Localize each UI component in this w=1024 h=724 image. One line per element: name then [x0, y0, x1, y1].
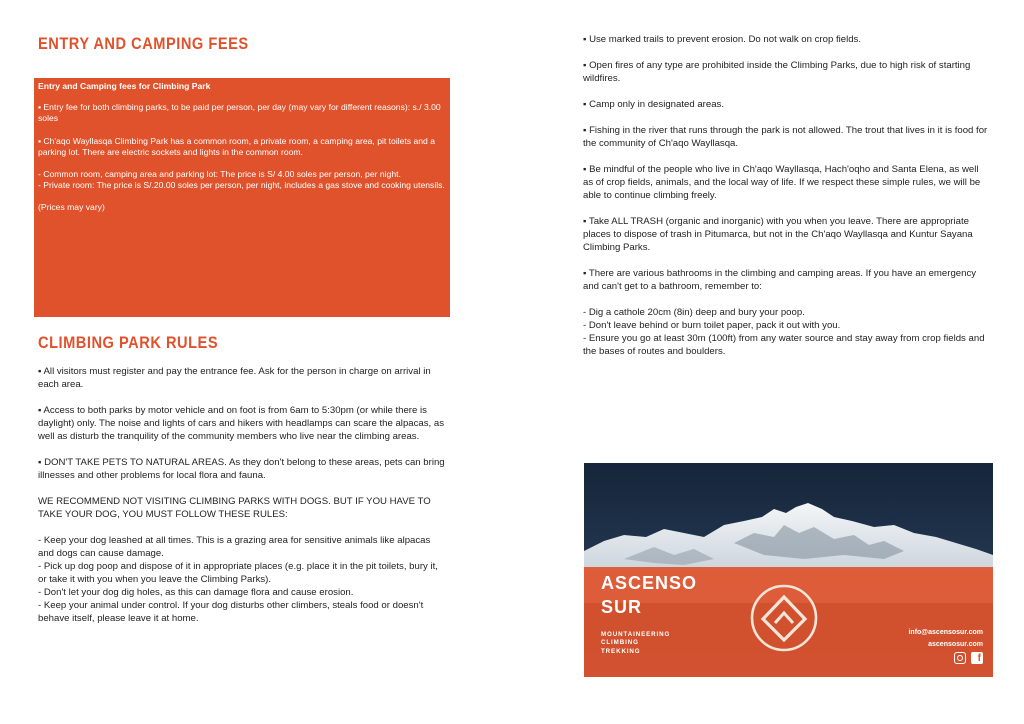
- instagram-icon: [954, 652, 966, 664]
- rule-dogs-warning: WE RECOMMEND NOT VISITING CLIMBING PARKS WITH DOGS. BUT IF YOU HAVE TO TAKE YOUR DOG, YOU MUST FOLLOW THESE RULES:: [38, 496, 431, 520]
- brand-tagline: [601, 631, 670, 656]
- rules-column: [38, 365, 446, 625]
- fees-facilities: ▪ Ch'aqo Wayllasqa Climbing Park has a common room, a private room, a camping area, pit toilets and a parking lot. There are electric sockets and lights in the common room.: [38, 135, 435, 157]
- contact-email: info@ascensosur.com: [908, 629, 983, 636]
- brand-name: [601, 571, 697, 619]
- rule-no-fires: ▪ Open fires of any type are prohibited inside the Climbing Parks, due to high risk of starting wildfires.: [583, 60, 971, 84]
- fees-private-room-price: - Private room: The price is S/.20.00 soles per person, per night, includes a gas stove and cooking utensils.: [38, 180, 445, 191]
- rule-trash: ▪ Take ALL TRASH (organic and inorganic) with you when you leave. There are appropriate places to dispose of trash in Pitumarca, but not in the Ch'aqo Wayllasqa and Kuntur Sayana Climbing Parks.: [583, 216, 973, 253]
- rule-register: ▪ All visitors must register and pay the entrance fee. Ask for the person in charge on arrival in each area.: [38, 366, 431, 390]
- fees-common-room-price: - Common room, camping area and parking lot: The price is S/ 4.00 soles per person, per night.: [38, 169, 401, 180]
- tagline-mountaineering: MOUNTAINEERING: [601, 631, 671, 638]
- ascenso-sur-logo-icon: [749, 583, 819, 653]
- rule-no-pets: ▪ DON'T TAKE PETS TO NATURAL AREAS. As they don't belong to these areas, pets can bring illnesses and other problems for local flora and fauna.: [38, 457, 445, 481]
- ascenso-sur-advert: [584, 463, 993, 677]
- social-icons: [954, 652, 983, 664]
- fees-note: (Prices may vary): [38, 202, 105, 213]
- rule-trails: ▪ Use marked trails to prevent erosion. Do not walk on crop fields.: [583, 34, 862, 45]
- dog-rule-dig: - Don't let your dog dig holes, as this can damage flora and cause erosion.: [38, 587, 354, 598]
- brand-line-2: SUR: [601, 597, 643, 617]
- fees-entry-fee: ▪ Entry fee for both climbing parks, to be paid per person, per day (may vary for different reasons): s./ 3.00 soles: [38, 102, 441, 124]
- rule-camp: ▪ Camp only in designated areas.: [583, 99, 724, 110]
- tagline-trekking: TREKKING: [601, 647, 641, 655]
- tagline-climbing: CLIMBING: [601, 639, 639, 647]
- rule-no-fishing: ▪ Fishing in the river that runs through the park is not allowed. The trout that lives in it is food for the community of Ch'aqo Wayllasqa.: [583, 125, 988, 149]
- toilet-rule-cathole: - Dig a cathole 20cm (8in) deep and bury your poop.: [583, 307, 805, 318]
- fees-box: [34, 78, 450, 317]
- contact-website: ascensosur.com: [928, 641, 983, 648]
- dog-rule-control: - Keep your animal under control. If your dog disturbs other climbers, steals food or doesn't behave itself, please leave it at home.: [38, 600, 424, 624]
- dog-rule-leash: - Keep your dog leashed at all times. This is a grazing area for sensitive animals like alpacas and dogs can cause damage.: [38, 535, 431, 559]
- toilet-rule-paper: - Don't leave behind or burn toilet paper, pack it out with you.: [583, 320, 841, 331]
- rules-column-right: [583, 33, 991, 358]
- toilet-rule-distance: - Ensure you go at least 30m (100ft) from any water source and stay away from crop fields and the bases of routes and boulders.: [583, 333, 985, 357]
- fees-heading: ENTRY AND CAMPING FEES: [38, 34, 249, 53]
- contact-info: [908, 627, 983, 651]
- fees-box-title: Entry and Camping fees for Climbing Park: [38, 81, 211, 91]
- brand-line-1: ASCENSO: [601, 573, 698, 593]
- dog-rule-poop: - Pick up dog poop and dispose of it in appropriate places (e.g. place it in the pit toilets, bury it, or take it with you when you leave the Climbing Parks).: [38, 561, 438, 585]
- facebook-icon: f: [971, 652, 983, 664]
- rule-be-mindful: ▪ Be mindful of the people who live in Ch'aqo Wayllasqa, Hach'oqho and Santa Elena, as well as of crop fields, animals, and the local way of life. If we respect these simple rules, we will be able to continue climbing freely.: [583, 164, 981, 201]
- rule-access-hours: ▪ Access to both parks by motor vehicle and on foot is from 6am to 5:30pm (or while there is daylight) only. The noise and lights of cars and hikers with headlamps can scare the alpacas, as well as disturb the tranquility of the community members who live near the climbing areas.: [38, 405, 445, 442]
- rule-bathrooms: ▪ There are various bathrooms in the climbing and camping areas. If you have an emergency and can't get to a bathroom, remember to:: [583, 268, 977, 292]
- rules-heading: CLIMBING PARK RULES: [38, 333, 219, 352]
